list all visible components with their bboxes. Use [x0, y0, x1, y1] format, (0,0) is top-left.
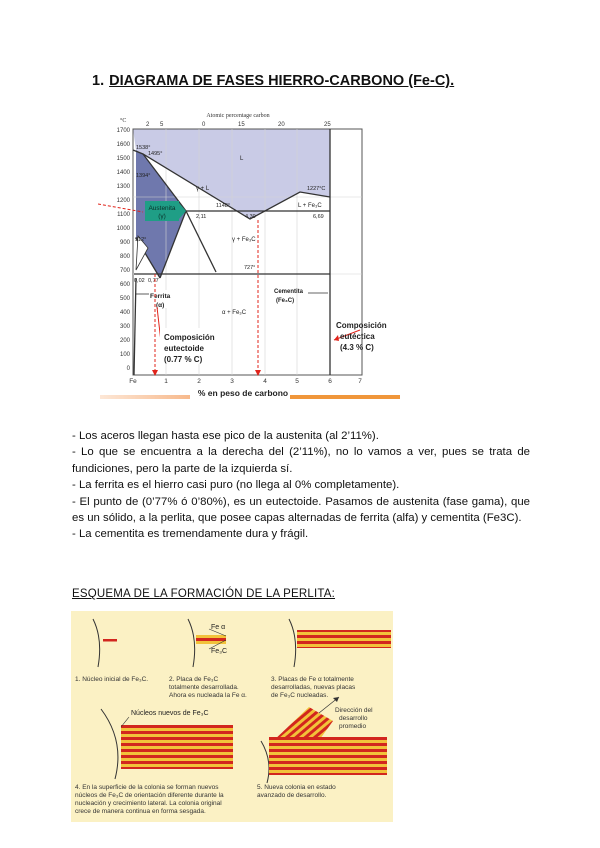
svg-text:1: 1: [164, 378, 168, 385]
svg-text:1400: 1400: [116, 170, 130, 176]
svg-text:7: 7: [358, 378, 362, 385]
svg-text:1. Núcleo inicial de Fe₃C.: 1. Núcleo inicial de Fe₃C.: [75, 676, 149, 683]
svg-text:2: 2: [146, 122, 150, 128]
svg-text:Ahora es nucleada la Fe α.: Ahora es nucleada la Fe α.: [169, 692, 247, 699]
svg-text:0,02: 0,02: [134, 278, 145, 284]
svg-text:4: 4: [263, 378, 267, 385]
nuevos-label: Núcleos nuevos de Fe₃C: [131, 710, 209, 717]
svg-text:3: 3: [230, 378, 234, 385]
svg-text:núcleos de Fe₃C de orientación: núcleos de Fe₃C de orientación diferente durante la: [75, 792, 224, 799]
x-axis-label: % en peso de carbono: [197, 388, 289, 398]
top-axis-title: Atomic percentage carbon: [206, 113, 270, 119]
svg-text:desarrollo: desarrollo: [339, 715, 368, 722]
svg-text:400: 400: [119, 310, 130, 316]
label-fe3c: Fe₃C: [211, 648, 228, 655]
right-gradient-bar: [290, 395, 400, 399]
notes-block: [72, 428, 530, 543]
eutectic-line2: eutéctica: [340, 332, 375, 341]
label-fe-alpha: Fe α: [211, 624, 226, 631]
eutectoid-line3: (0.77 % C): [164, 355, 203, 364]
note-item: - Lo que se encuentra a la derecha del (2’11%), no lo vamos a ver, pues se trata de fundiciones, pero la parte de la izquierda sí.: [72, 446, 530, 475]
austenita-label: Austenita: [148, 205, 176, 212]
svg-text:15: 15: [238, 122, 245, 128]
svg-text:Fe: Fe: [129, 378, 137, 385]
svg-text:promedio: promedio: [339, 723, 367, 730]
pearlite-colony-4: [121, 725, 233, 769]
svg-text:4. En la superficie de la colo: 4. En la superficie de la colonia se forman nuevos: [75, 784, 219, 791]
svg-text:100: 100: [119, 352, 130, 358]
eutectic-line3: (4.3 % C): [340, 343, 374, 352]
svg-text:1700: 1700: [116, 128, 130, 134]
svg-text:1100: 1100: [117, 212, 130, 218]
svg-text:25: 25: [324, 122, 331, 128]
x-axis-ticks: [129, 378, 362, 385]
svg-text:6: 6: [328, 378, 332, 385]
svg-text:desarrolladas, nuevas placas: desarrolladas, nuevas placas: [271, 684, 356, 691]
y-axis-ticks: [117, 128, 131, 372]
pearlite-colony-5: [269, 737, 387, 775]
ferrita-label: Ferrita: [150, 293, 171, 300]
svg-text:900: 900: [119, 240, 130, 246]
eutectoid-line2: eutectoide: [164, 344, 205, 353]
svg-text:4,30: 4,30: [245, 214, 256, 220]
note-item: - La cementita es tremendamente dura y frágil.: [72, 528, 309, 541]
svg-text:1200: 1200: [116, 198, 130, 204]
svg-text:1300: 1300: [116, 184, 130, 190]
top-axis-ticks: [146, 122, 331, 128]
svg-text:727°: 727°: [244, 265, 256, 271]
svg-text:5: 5: [295, 378, 299, 385]
svg-text:L + Fe₃C: L + Fe₃C: [298, 203, 322, 209]
svg-text:1227°C: 1227°C: [307, 186, 326, 192]
cementita-formula: (Fe₃C): [276, 298, 295, 304]
eutectic-callout: [332, 318, 412, 358]
scheme-title: ESQUEMA DE LA FORMACIÓN DE LA PERLITA:: [72, 588, 336, 600]
svg-text:300: 300: [119, 324, 130, 330]
y-axis-unit: °C: [120, 118, 127, 124]
eutectoid-line1: Composición: [164, 333, 215, 342]
svg-text:de Fe₃C nucleadas.: de Fe₃C nucleadas.: [271, 692, 329, 699]
austenita-symbol: (γ): [158, 213, 166, 220]
left-gradient-bar: [100, 395, 190, 399]
svg-text:L: L: [240, 156, 244, 162]
svg-text:2,11: 2,11: [196, 214, 207, 220]
svg-text:1538°: 1538°: [136, 145, 151, 151]
svg-text:1500: 1500: [116, 156, 130, 162]
fe3c-plate-2: [196, 638, 226, 641]
svg-text:5. Nueva colonia en estado: 5. Nueva colonia en estado: [257, 784, 336, 791]
svg-text:1000: 1000: [116, 226, 130, 232]
svg-text:500: 500: [119, 296, 130, 302]
svg-text:20: 20: [278, 122, 285, 128]
note-item: - La ferrita es el hierro casi puro (no llega al 0% completamente).: [72, 479, 400, 492]
svg-text:avanzado de desarrollo.: avanzado de desarrollo.: [257, 792, 327, 799]
svg-text:1148°: 1148°: [216, 203, 231, 209]
svg-text:5: 5: [160, 122, 164, 128]
svg-text:α + Fe₃C: α + Fe₃C: [222, 310, 247, 316]
svg-text:crece de manera continua en fo: crece de manera continua en forma sesgada.: [75, 808, 206, 815]
cementita-label: Cementita: [274, 289, 304, 295]
svg-text:912°: 912°: [135, 237, 147, 243]
svg-text:totalmente desarrollada.: totalmente desarrollada.: [169, 684, 239, 691]
svg-text:1394°: 1394°: [136, 173, 151, 179]
svg-text:200: 200: [119, 338, 130, 344]
svg-text:6,69: 6,69: [313, 214, 324, 220]
nucleus-plate-1: [103, 639, 117, 642]
svg-text:2. Placa de Fe₃C: 2. Placa de Fe₃C: [169, 676, 219, 683]
svg-text:1495°: 1495°: [148, 151, 163, 157]
svg-text:2: 2: [197, 378, 201, 385]
svg-text:Dirección del: Dirección del: [335, 707, 373, 714]
svg-text:0: 0: [202, 122, 206, 128]
svg-text:800: 800: [119, 254, 130, 260]
fe-alpha-plate-2: [196, 635, 226, 638]
svg-text:0: 0: [126, 366, 130, 372]
note-item: - El punto de (0’77% ó 0’80%), es un eutectoide. Pasamos de austenita (fase gama), que es un sólido, a la perlita, que posee capas alternadas de ferrita (alfa) y cementita (Fe3C).: [72, 495, 530, 525]
svg-text:0,77: 0,77: [148, 278, 159, 284]
eutectic-line1: Composición: [336, 321, 387, 330]
svg-text:γ + Fe₃C: γ + Fe₃C: [232, 237, 256, 243]
svg-text:3. Placas de Fe α totalmente: 3. Placas de Fe α totalmente: [271, 676, 354, 683]
svg-text:1600: 1600: [116, 142, 130, 148]
ferrita-symbol: (α): [156, 302, 165, 309]
note-item: - Los aceros llegan hasta ese pico de la austenita (al 2’11%).: [72, 430, 379, 442]
svg-text:700: 700: [119, 268, 130, 274]
svg-text:γ + L: γ + L: [196, 186, 210, 192]
svg-text:nucleación y crecimiento later: nucleación y crecimiento lateral. La colonia original: [75, 800, 222, 807]
page-title: 1. DIAGRAMA DE FASES HIERRO-CARBONO (Fe-C).: [92, 73, 455, 89]
pearlite-scheme: [71, 611, 393, 822]
pearlite-plates-3: [297, 630, 391, 648]
svg-text:600: 600: [119, 282, 130, 288]
